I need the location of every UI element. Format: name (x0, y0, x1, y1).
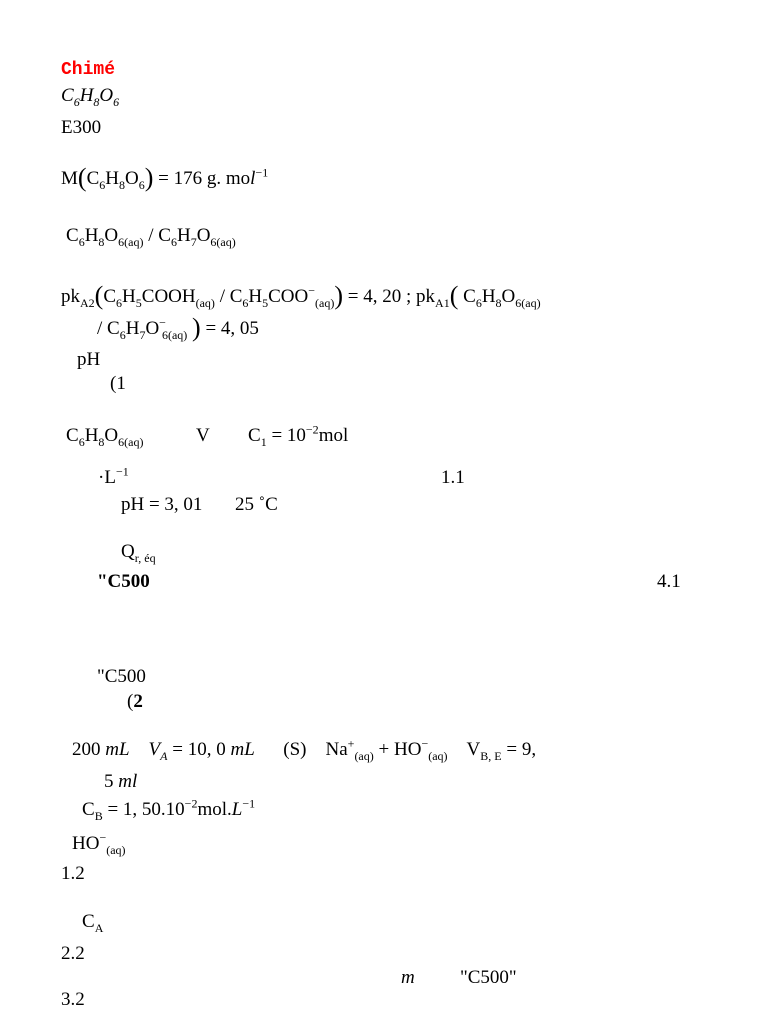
molar-mass-symbol: M (61, 168, 78, 189)
solution-line: $C_6H_8O_{6(aq)}$ (66, 425, 144, 449)
unit-line (98, 466, 129, 490)
qr-sub: r, éq (134, 550, 156, 565)
couple-separator: / (148, 225, 154, 246)
question-1-2: 1.2 (61, 863, 85, 884)
pka-line-1: $pk_{A2}(C_6H_5COOH_{(aq)} / C_6H_5COO^-_{(aq)}) = 4$, 20 ; $pk_{A1}$( $C_6H_8O_{6(aq)}$ (61, 281, 541, 310)
paren-open: ( (94, 281, 104, 310)
base-concentration-line (82, 798, 255, 822)
aq-label-1: (aq) (354, 748, 374, 763)
part-2-paren: ( (127, 691, 134, 712)
c-exp: −2 (305, 422, 319, 437)
cb-exp: −2 (184, 796, 198, 811)
charge-minus: − (421, 736, 429, 751)
acid-concentration (82, 910, 103, 934)
c500-plain: "C500 (97, 666, 146, 687)
formula-o: O (99, 85, 114, 106)
unit-exp: −1 (115, 464, 129, 479)
cb-value: = 1, 50.10 (107, 799, 185, 820)
c-symbol: C (248, 425, 261, 446)
temperature: 25 ˚C (235, 494, 278, 515)
molar-mass-exp: −1 (255, 165, 269, 180)
question-2-2: 2.2 (61, 943, 85, 964)
ph-label: pH (77, 349, 101, 370)
ca-sub: A (94, 920, 104, 935)
vbe-sub: B, E (480, 748, 502, 763)
ho-aq: (aq) (106, 842, 126, 857)
question-3-2: 3.2 (61, 989, 85, 1010)
cb-sub: B (94, 808, 103, 823)
charge-minus: − (308, 283, 316, 298)
aq-label: 6(aq) (161, 327, 188, 342)
ho-charge: − (99, 830, 107, 845)
part-2-label (127, 690, 143, 714)
formula-sub-1: 6 (73, 94, 80, 109)
aq-label-2: (aq) (428, 748, 448, 763)
pka-a1: A1 (435, 295, 450, 310)
c500-bold: "C500 (97, 571, 150, 592)
part-2-number: 2 (133, 691, 143, 712)
vbe-value: = 9, (506, 739, 537, 760)
molar-mass-value: = 176 g. mo (158, 168, 251, 189)
part-1-label: (1 (110, 373, 126, 394)
c-value: = 10 (271, 425, 306, 446)
ph-value: pH = 3, 01 (121, 494, 203, 515)
formula-c: C (61, 85, 74, 106)
cb-exp-2: −1 (242, 796, 256, 811)
formula-line (61, 84, 119, 108)
solution-s: (S) (283, 739, 307, 760)
paren-close: ) (144, 163, 154, 192)
unit-ml: mL (105, 739, 130, 760)
question-4-1: 4.1 (657, 571, 681, 592)
unit-l: ·L (98, 467, 116, 488)
va-symbol: V (148, 739, 161, 760)
c500-quoted: "C500" (460, 967, 517, 988)
charge-minus: − (159, 315, 166, 330)
charge-plus: + (347, 736, 355, 751)
c-sub: 1 (260, 434, 267, 449)
volume-symbol: V (196, 425, 210, 446)
formula-sub-3: 6 (113, 94, 120, 109)
paren-close: ) (192, 313, 201, 342)
formula-sub-2: 8 (93, 94, 100, 109)
concentration-c1 (248, 424, 348, 448)
unit-ml-2: mL (230, 739, 255, 760)
hydroxide-line (72, 832, 126, 856)
pka-symbol: pk (61, 286, 80, 307)
cb-symbol: C (82, 799, 95, 820)
va-sub: A (160, 748, 168, 763)
formula-h: H (79, 85, 94, 106)
unit-ml-3: ml (118, 771, 138, 792)
molar-mass-line: $M(C_6H_8O_6) = 176$ g. mol$^{-1}$ (61, 163, 269, 192)
vbe-symbol: V (466, 739, 481, 760)
va-value: = 10, 0 (172, 739, 226, 760)
paren-open-2: ( (449, 281, 459, 310)
hydroxide: + HO (378, 739, 422, 760)
pka-2-value: = 4, 05 (205, 318, 259, 339)
pka-line-2: / $C_6H_7O^-_{6(aq)}$ ) = 4, 05 (97, 313, 259, 342)
cb-l: L (231, 799, 243, 820)
reaction-quotient (121, 540, 156, 564)
volume-200: 200 (72, 739, 101, 760)
question-1-1: 1.1 (441, 467, 465, 488)
redox-couple-line: $C_6H_8O_{6(aq)} / C_6H_7O_{6(aq)}$ (66, 225, 236, 249)
titration-continued (104, 770, 137, 794)
pka-value: = 4, 20 ; pk (347, 286, 436, 307)
page-title: Chimé (61, 60, 116, 80)
additive-code: E300 (61, 117, 102, 138)
cb-unit: mol. (197, 799, 232, 820)
molar-mass-l: l (250, 168, 256, 189)
c-unit: mol (318, 425, 349, 446)
paren-close: ) (334, 281, 344, 310)
sodium-ion: Na (325, 739, 348, 760)
ca-symbol: C (82, 911, 95, 932)
qr-symbol: Q (121, 541, 135, 562)
paren-open: ( (77, 163, 87, 192)
titration-line (72, 738, 536, 762)
mass-symbol: m (401, 967, 415, 988)
ho-symbol: HO (72, 833, 100, 854)
vbe-decimal: 5 (104, 771, 114, 792)
pka-a2: A2 (80, 295, 95, 310)
aq-label: (aq) (315, 295, 335, 310)
